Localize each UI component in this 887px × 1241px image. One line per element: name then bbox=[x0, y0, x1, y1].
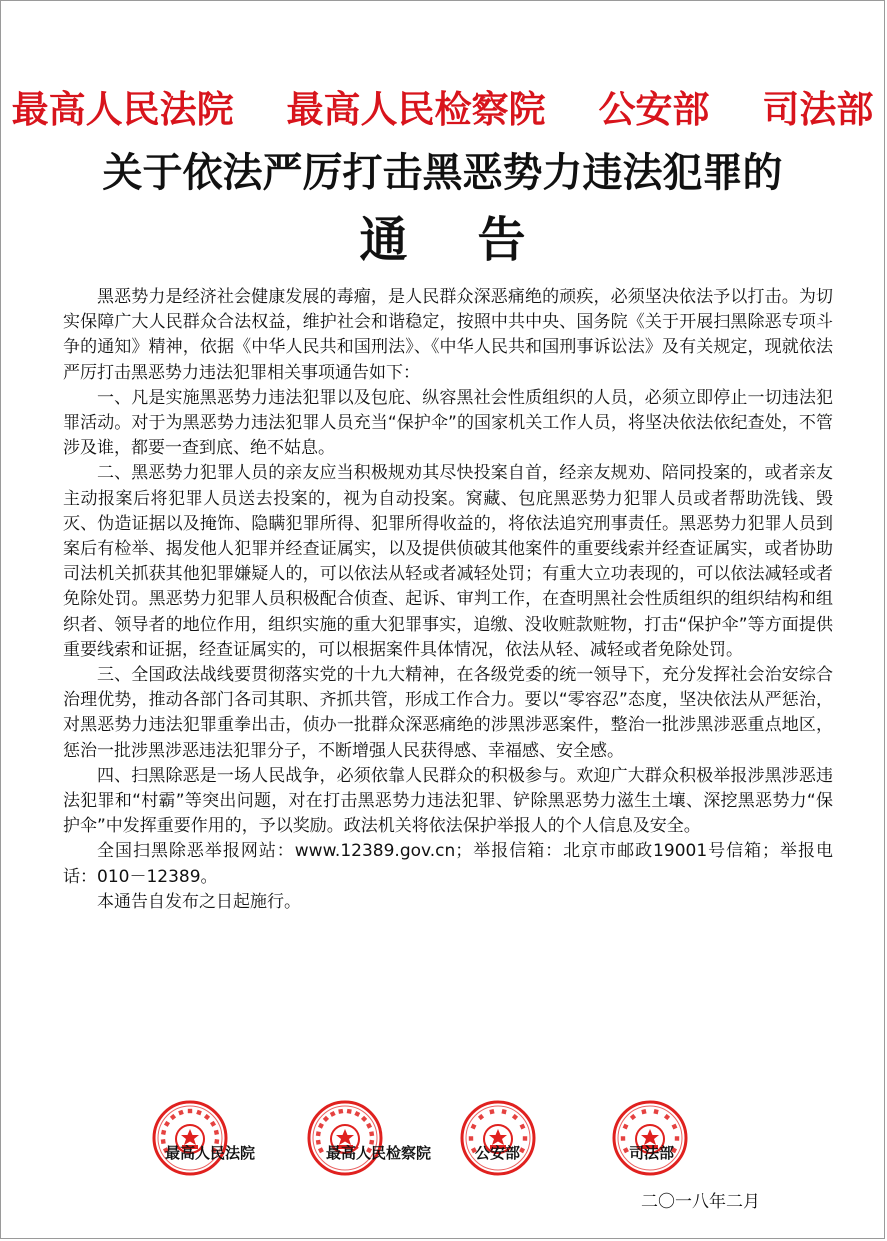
paragraph-intro: 黑恶势力是经济社会健康发展的毒瘤，是人民群众深恶痛绝的顽疾，必须坚决依法予以打击。为切实保障广大人民群众合法权益，维护社会和谐稳定，按照中共中央、国务院《关于开展扫黑除恶专项斗争的通知》精神，依据《中华人民共和国刑法》、《中华人民共和国刑事诉讼法》及有关规定，现就依法严厉打击黑恶势力违法犯罪相关事项通告如下： bbox=[63, 287, 833, 383]
paragraph-3: 三、全国政法战线要贯彻落实党的十九大精神，在各级党委的统一领导下，充分发挥社会治安综合治理优势，推动各部门各司其职、齐抓共管，形成工作合力。要以“零容忍”态度，坚决依法从严惩治，对黑恶势力违法犯罪重拳出击，侦办一批群众深恶痛绝的涉黑涉恶案件，整治一批涉黑涉恶重点地区，惩治一批涉黑涉恶违法犯罪分子，不断增强人民获得感、幸福感、安全感。 bbox=[63, 665, 833, 761]
seal-label: 最高人民法院 bbox=[165, 1144, 256, 1162]
official-seal-icon bbox=[459, 1099, 537, 1177]
document-heading-notice: 通告 bbox=[359, 212, 596, 268]
issue-date: 二〇一八年二月 bbox=[641, 1192, 760, 1212]
official-seal-icon bbox=[151, 1099, 229, 1177]
official-seal-icon bbox=[306, 1099, 384, 1177]
issuing-authorities bbox=[1, 79, 884, 133]
paragraph-1: 一、凡是实施黑恶势力违法犯罪以及包庇、纵容黑社会性质组织的人员，必须立即停止一切违法犯罪活动。对于为黑恶势力违法犯罪人员充当“保护伞”的国家机关工作人员，将坚决依法依纪查处，不管涉及谁，都要一查到底、绝不姑息。 bbox=[63, 387, 833, 459]
issuer-supreme-court: 最高人民法院 bbox=[11, 87, 234, 131]
contact-info: 全国扫黑除恶举报网站：www.12389.gov.cn；举报信箱：北京市邮政19001号信箱；举报电话：010－12389。 bbox=[63, 841, 833, 887]
notice-body bbox=[63, 285, 833, 915]
document-title: 关于依法严厉打击黑恶势力违法犯罪的 bbox=[102, 149, 783, 196]
seal-label: 最高人民检察院 bbox=[326, 1144, 432, 1162]
issuer-justice: 司法部 bbox=[762, 87, 874, 131]
seal-label: 司法部 bbox=[629, 1144, 675, 1162]
official-seal-icon bbox=[611, 1099, 689, 1177]
seal-label: 公安部 bbox=[475, 1144, 521, 1162]
paragraph-4: 四、扫黑除恶是一场人民战争，必须依靠人民群众的积极参与。欢迎广大群众积极举报涉黑涉恶违法犯罪和“村霸”等突出问题，对在打击黑恶势力违法犯罪、铲除黑恶势力滋生土壤、深挖黑恶势力“保护伞”中发挥重要作用的，予以奖励。政法机关将依法保护举报人的个人信息及安全。 bbox=[63, 765, 833, 837]
issuer-procuratorate: 最高人民检察院 bbox=[286, 87, 546, 131]
issuer-public-security: 公安部 bbox=[598, 87, 710, 131]
seals-row bbox=[1, 1099, 884, 1179]
closing-statement: 本通告自发布之日起施行。 bbox=[97, 891, 301, 912]
paragraph-2: 二、黑恶势力犯罪人员的亲友应当积极规劝其尽快投案自首，经亲友规劝、陪同投案的，或者亲友主动报案后将犯罪人员送去投案的，视为自动投案。窝藏、包庇黑恶势力犯罪人员或者帮助洗钱、毁灭、伪造证据以及掩饰、隐瞒犯罪所得、犯罪所得收益的，将依法追究刑事责任。黑恶势力犯罪人员到案后有检举、揭发他人犯罪并经查证属实，以及提供侦破其他案件的重要线索并经查证属实，或者协助司法机关抓获其他犯罪嫌疑人的，可以依法从轻或者减轻处罚；有重大立功表现的，可以依法减轻或者免除处罚。黑恶势力犯罪人员积极配合侦查、起诉、审判工作，在查明黑社会性质组织的组织结构和组织者、领导者的地位作用，组织实施的重大犯罪事实，追缴、没收赃款赃物，打击“保护伞”等方面提供重要线索和证据，经查证属实的，可以根据案件具体情况，依法从轻、减轻或者免除处罚。 bbox=[63, 463, 833, 660]
